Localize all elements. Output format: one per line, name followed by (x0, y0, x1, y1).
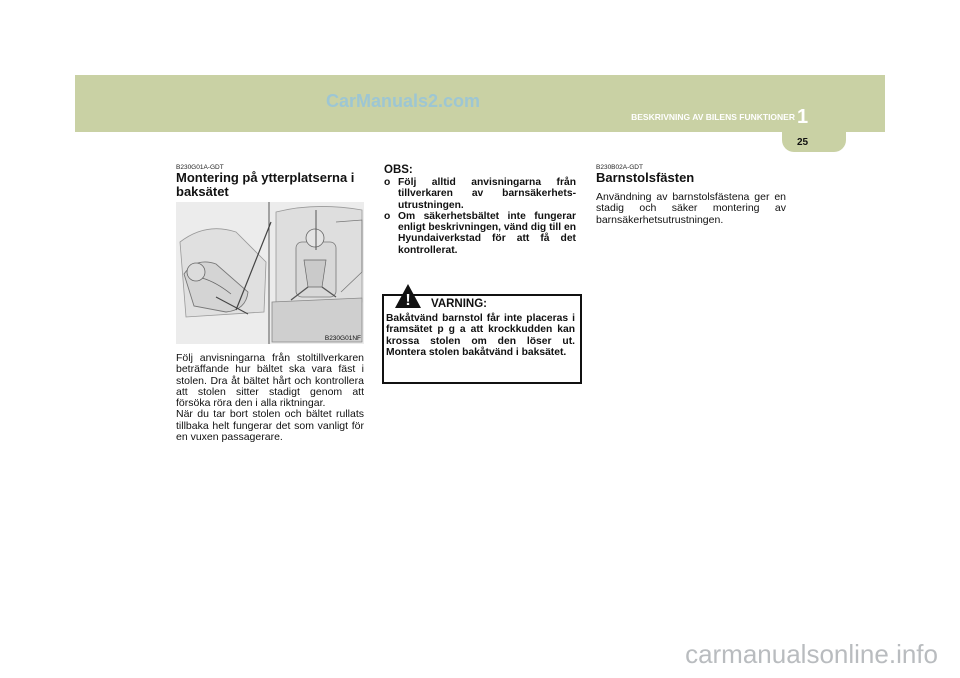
warning-icon (394, 283, 422, 314)
chapter-number: 1 (797, 106, 809, 128)
body-paragraph-2: När du tar bort stolen och bältet rullats tillbaka helt fungerar det som vanligt för en vuxen passagerare. (176, 408, 364, 444)
obs-item: o Följ alltid anvisningarna från tillverkaren av barnsäkerhets-utrustningen. (384, 177, 576, 211)
page-number: 25 (797, 137, 809, 148)
obs-title: OBS: (384, 164, 413, 176)
obs-item: o Om säkerhetsbältet inte fungerar enligt beskrivningen, vänd dig till en Hyundaiverkstad för att få det kontrollerat. (384, 210, 576, 256)
bullet-marker: o (384, 177, 391, 188)
figure-code: B230G01NF (324, 335, 361, 342)
body-paragraph-1: Följ anvisningarna från stoltillverkaren beträffande hur bältet ska vara fäst i stolen. Dra åt bältet hårt och kontrollera att stolen sitter stadigt genom att försöka röra den i alla riktningar. (176, 352, 364, 410)
section-title: BESKRIVNING AV BILENS FUNKTIONER (631, 112, 795, 122)
left-column-header (176, 164, 364, 199)
left-body-text (176, 353, 364, 443)
section-heading: Montering på ytterplatserna i baksätet (176, 170, 355, 199)
site-watermark[interactable]: CarManuals2.com (326, 91, 481, 111)
illustration-drawing (176, 202, 364, 344)
warning-title: VARNING: (431, 298, 488, 310)
obs-list (384, 177, 576, 256)
section-code: B230B02A-GDT (596, 164, 643, 171)
section-code: B230G01A-GDT (176, 164, 224, 171)
obs-note (384, 164, 576, 256)
child-seat-illustration (176, 202, 364, 344)
footer-watermark[interactable]: carmanualsonline.info (685, 639, 938, 669)
section-heading: Barnstolsfästen (596, 170, 695, 185)
warning-text: Bakåtvänd barnstol får inte placeras i framsätet p g a att krockkudden kan krossa stolen om den löser ut. Montera stolen bakåtvänd i baksätet. (386, 313, 575, 358)
right-column (596, 164, 786, 226)
bullet-marker: o (384, 210, 391, 222)
svg-text:!: ! (405, 292, 411, 309)
right-body-text: Användning av barnstolsfästena ger en stadig och säker montering av barnsäkerhetsutrustningen. (596, 191, 786, 226)
page-number-tab (782, 132, 846, 152)
